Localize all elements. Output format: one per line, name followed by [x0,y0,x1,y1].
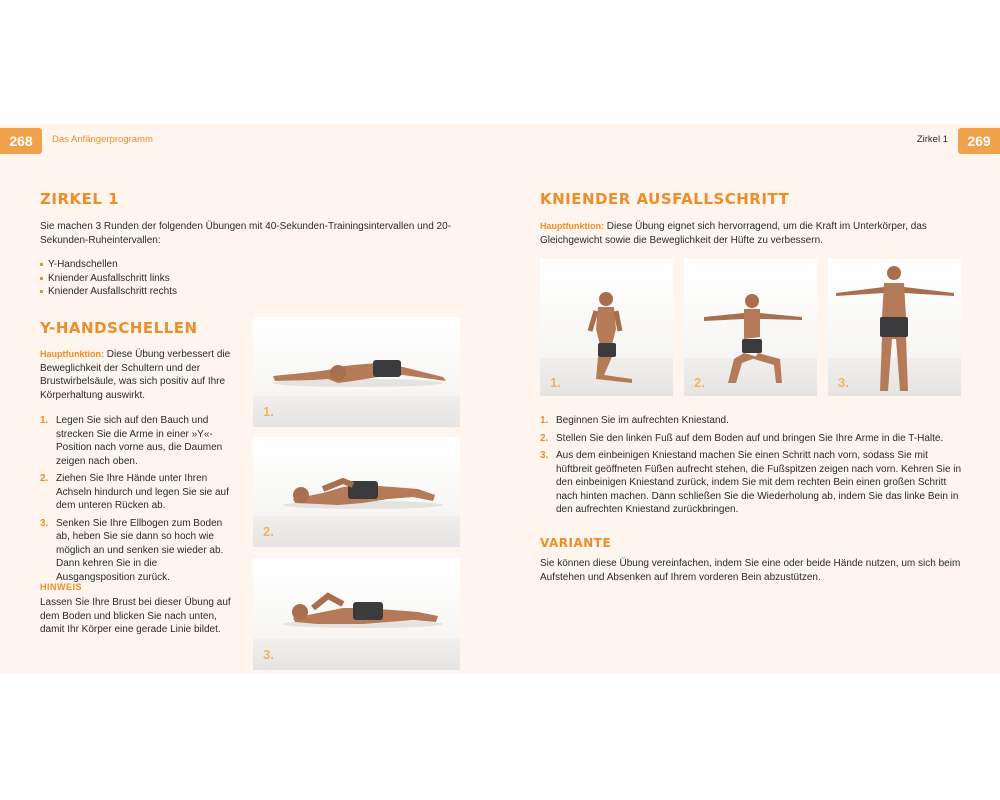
exercise-title: KNIENDER AUSFALLSCHRITT [540,190,790,208]
photo-label: 1. [550,375,561,390]
page-number-left: 268 [0,128,42,154]
page-number-right: 269 [958,128,1000,154]
step-item [40,414,238,468]
exercise-photo-2 [253,437,460,547]
person-lying-prone-icon [253,558,460,670]
hauptfunktion-label: Hauptfunktion: [540,221,604,231]
hauptfunktion-paragraph [540,220,962,247]
step-text: Stellen Sie den linken Fuß auf dem Boden auf und bringen Sie Ihre Arme in die T-Halte. [556,432,944,444]
exercise-photo-3 [828,259,961,396]
step-number: 3. [540,450,549,461]
hinweis-title: HINWEIS [40,582,83,592]
book-spread [0,124,1000,674]
hauptfunktion-paragraph [40,348,236,402]
step-item [40,517,238,585]
right-page [500,124,1000,674]
step-number: 2. [40,473,49,484]
photo-label: 2. [263,524,274,539]
step-item [540,432,962,446]
zirkel-title: ZIRKEL 1 [40,190,120,208]
zirkel-list [40,258,340,299]
step-item [540,449,962,517]
hinweis-text: Lassen Sie Ihre Brust bei dieser Übung auf dem Boden und blicken Sie nach unten, damit Ihr Körper eine gerade Linie bildet. [40,597,231,635]
step-text: Ziehen Sie Ihre Hände unter Ihren Achseln hindurch und legen Sie sie auf dem unteren Rücken ab. [56,473,229,511]
list-item: Kniender Ausfallschritt links [40,272,340,286]
left-page [0,124,500,674]
variante-text: Sie können diese Übung vereinfachen, indem Sie eine oder beide Hände nutzen, um sich beim Aufstehen und Absenken auf Ihrem vorderen Bein abzustützen. [540,558,961,583]
photo-label: 3. [838,375,849,390]
step-text: Beginnen Sie im aufrechten Kniestand. [556,415,729,426]
exercise-photo-3 [253,558,460,670]
hauptfunktion-text: Diese Übung verbessert die Beweglichkeit der Schultern und der Brustwirbelsäule, was sich positiv auf Ihre Körperhaltung auswirkt. [40,349,231,401]
hauptfunktion-label: Hauptfunktion: [40,349,104,359]
hauptfunktion-text: Diese Übung eignet sich hervorragend, um die Kraft im Unterkörper, das Gleichgewicht sowie die Beweglichkeit der Hüfte zu verbessern. [540,221,927,246]
step-item [40,472,238,513]
variante-title: VARIANTE [540,536,612,550]
step-number: 1. [540,415,549,426]
list-item: Y-Handschellen [40,258,340,272]
running-head-left: Das Anfängerprogramm [52,134,153,145]
exercise-photo-1 [540,259,673,396]
step-text: Senken Sie Ihre Ellbogen zum Boden ab, heben Sie sie dann so hoch wie möglich an und senken sie wieder ab. Dann kehren Sie in die Ausgangsposition zurück. [56,517,224,583]
zirkel-intro: Sie machen 3 Runden der folgenden Übungen mit 40-Sekunden-Trainingsintervallen und 20-Sekunden-Ruheintervallen: [40,221,452,246]
person-lying-prone-icon [253,317,460,427]
person-lying-prone-icon [253,437,460,547]
step-list [540,414,962,521]
exercise-photo-1 [253,317,460,427]
photo-label: 2. [694,375,705,390]
photo-label: 1. [263,404,274,419]
list-item: Kniender Ausfallschritt rechts [40,285,340,299]
step-number: 1. [40,415,49,426]
step-list [40,414,238,588]
step-text: Aus dem einbeinigen Kniestand machen Sie einen Schritt nach vorn, sodass Sie mit hüftbreit geöffneten Füßen aufrecht stehen, die Fußspitzen zeigen nach vorn. Kehren Sie in den einbeinigen Kniestand zurück, indem Sie mit dem rechten Bein einen großen Schritt nach hinten machen. Dann schließen Sie die Wiederholung ab, indem Sie das linke Bein in den aufrechten Kniestand zurückbringen. [556,450,962,515]
exercise-photo-2 [684,259,817,396]
photo-label: 3. [263,647,274,662]
step-number: 3. [40,517,49,529]
step-item [540,414,962,428]
running-head-right: Zirkel 1 [916,134,948,145]
step-number: 2. [540,432,549,444]
exercise-title: Y-HANDSCHELLEN [40,319,198,337]
step-text: Legen Sie sich auf den Bauch und strecken Sie die Arme in einer »Y«-Position nach vorne aus, die Daumen zeigen nach oben. [56,415,223,467]
